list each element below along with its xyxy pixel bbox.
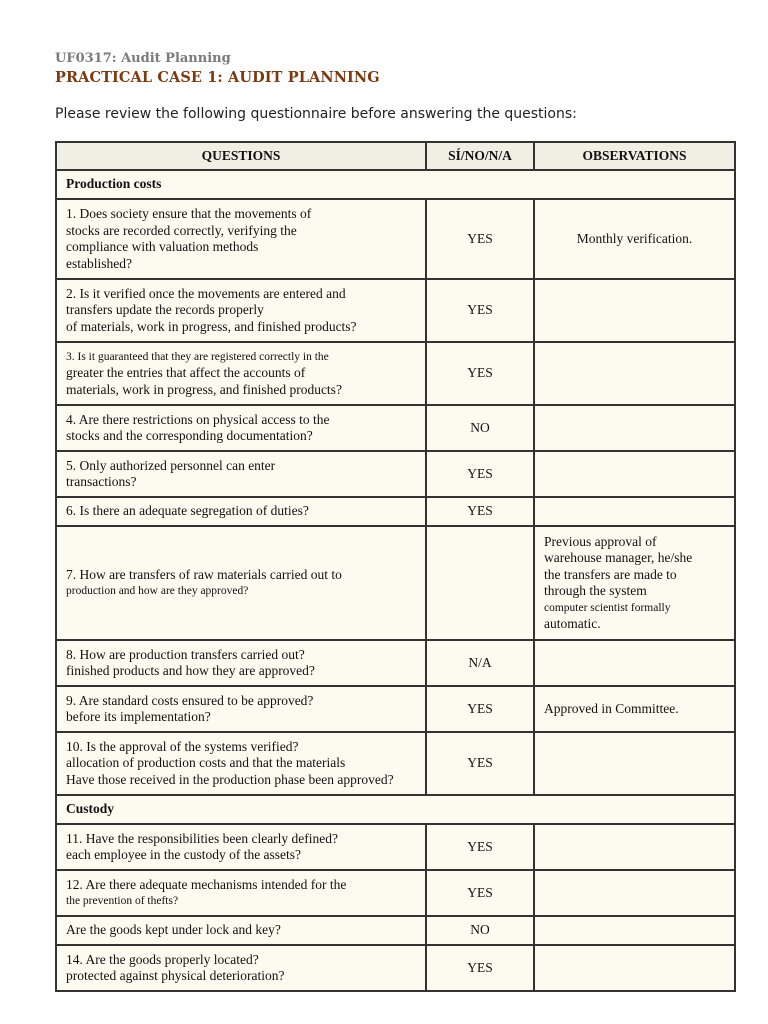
question-line: Have those received in the production phase been approved? — [66, 771, 394, 787]
observation-line: Monthly verification. — [576, 230, 693, 246]
question-line: 9. Are standard costs ensured to be approved? — [66, 692, 314, 708]
question-line: allocation of production costs and that the materials — [66, 755, 346, 771]
column-header-questions: QUESTIONS — [56, 142, 426, 170]
section-title: Custody — [56, 795, 735, 824]
observation-cell — [534, 451, 735, 497]
table-row — [56, 405, 735, 451]
question-line: before its implementation? — [66, 709, 211, 724]
observation-cell — [534, 279, 735, 342]
question-line: greater the entries that affect the accounts of — [66, 365, 306, 381]
question-line: each employee in the custody of the assets? — [66, 847, 302, 862]
questionnaire-table — [55, 141, 736, 992]
table-row — [56, 451, 735, 497]
table-row — [56, 916, 735, 945]
question-line: 12. Are there adequate mechanisms intended for the — [66, 876, 347, 892]
observation-line: through the system — [544, 583, 647, 598]
observation-cell — [534, 824, 735, 870]
observation-cell — [534, 870, 735, 916]
observation-line: warehouse manager, he/she — [544, 550, 693, 565]
table-row — [56, 640, 735, 686]
question-cell — [56, 497, 426, 526]
question-line: finished products and how they are approved? — [66, 663, 315, 678]
answer-cell: YES — [426, 451, 534, 497]
table-row — [56, 732, 735, 795]
question-line: stocks and the corresponding documentation? — [66, 428, 313, 443]
observation-line: Approved in Committee. — [544, 700, 679, 716]
table-row — [56, 497, 735, 526]
question-cell — [56, 686, 426, 732]
question-line: transfers update the records properly — [66, 302, 264, 318]
answer-cell: N/A — [426, 640, 534, 686]
question-cell — [56, 199, 426, 279]
answer-cell: YES — [426, 497, 534, 526]
question-line: 5. Only authorized personnel can enter — [66, 457, 276, 473]
document-subtitle: UF0317: Audit Planning — [55, 51, 231, 66]
table-row — [56, 342, 735, 405]
observation-cell — [534, 945, 735, 991]
question-line: transactions? — [66, 474, 137, 489]
answer-cell: YES — [426, 732, 534, 795]
observation-cell — [534, 342, 735, 405]
observation-cell — [534, 916, 735, 945]
question-cell — [56, 342, 426, 405]
question-line: 7. How are transfers of raw materials carried out to — [66, 566, 342, 582]
question-line: materials, work in progress, and finished products? — [66, 381, 342, 397]
table-row — [56, 870, 735, 916]
question-cell — [56, 405, 426, 451]
observation-line: the transfers are made to — [544, 566, 677, 582]
question-line: production and how are they approved? — [66, 585, 249, 597]
question-line: compliance with valuation methods — [66, 239, 259, 254]
answer-cell: YES — [426, 199, 534, 279]
table-row — [56, 945, 735, 991]
observation-cell — [534, 732, 735, 795]
section-title: Production costs — [56, 170, 735, 199]
question-line: of materials, work in progress, and finished products? — [66, 318, 357, 334]
question-line: 2. Is it verified once the movements are entered and — [66, 285, 346, 301]
question-line: the prevention of thefts? — [66, 895, 179, 907]
answer-cell — [426, 526, 534, 640]
column-header-answer: SÍ/NO/N/A — [426, 142, 534, 170]
observation-cell — [534, 686, 735, 732]
question-line: 6. Is there an adequate segregation of duties? — [66, 503, 309, 519]
question-line: 10. Is the approval of the systems verified? — [66, 738, 299, 754]
document-title: PRACTICAL CASE 1: AUDIT PLANNING — [55, 69, 380, 86]
question-cell — [56, 279, 426, 342]
table-row — [56, 686, 735, 732]
table-row — [56, 824, 735, 870]
question-cell — [56, 945, 426, 991]
question-cell — [56, 824, 426, 870]
answer-cell: YES — [426, 279, 534, 342]
table-row — [56, 526, 735, 640]
question-cell — [56, 451, 426, 497]
answer-cell: NO — [426, 916, 534, 945]
intro-text: Please review the following questionnaire before answering the questions: — [55, 106, 577, 122]
answer-cell: YES — [426, 824, 534, 870]
table-header-row — [56, 142, 735, 170]
question-cell — [56, 732, 426, 795]
question-cell — [56, 870, 426, 916]
observation-line: automatic. — [544, 616, 601, 631]
question-line: 3. Is it guaranteed that they are registered correctly in the — [66, 350, 329, 363]
answer-cell: YES — [426, 870, 534, 916]
section-row — [56, 170, 735, 199]
question-line: 11. Have the responsibilities been clearly defined? — [66, 830, 339, 846]
question-line: protected against physical deterioration? — [66, 968, 285, 983]
section-row — [56, 795, 735, 824]
question-line: 4. Are there restrictions on physical access to the — [66, 411, 330, 427]
question-cell — [56, 640, 426, 686]
answer-cell: YES — [426, 945, 534, 991]
observation-cell — [534, 640, 735, 686]
column-header-observations: OBSERVATIONS — [534, 142, 735, 170]
question-line: 8. How are production transfers carried out? — [66, 646, 305, 662]
question-cell — [56, 526, 426, 640]
observation-cell — [534, 497, 735, 526]
answer-cell: NO — [426, 405, 534, 451]
observation-line: Previous approval of — [544, 533, 657, 549]
answer-cell: YES — [426, 686, 534, 732]
question-line: established? — [66, 255, 132, 271]
question-line: 14. Are the goods properly located? — [66, 951, 259, 967]
question-line: Are the goods kept under lock and key? — [66, 922, 281, 938]
table-row — [56, 279, 735, 342]
question-cell — [56, 916, 426, 945]
observation-cell — [534, 199, 735, 279]
answer-cell: YES — [426, 342, 534, 405]
observation-line: computer scientist formally — [544, 601, 671, 614]
observation-cell — [534, 526, 735, 640]
observation-cell — [534, 405, 735, 451]
table-row — [56, 199, 735, 279]
question-line: stocks are recorded correctly, verifying the — [66, 222, 297, 238]
question-line: 1. Does society ensure that the movements of — [66, 206, 312, 221]
